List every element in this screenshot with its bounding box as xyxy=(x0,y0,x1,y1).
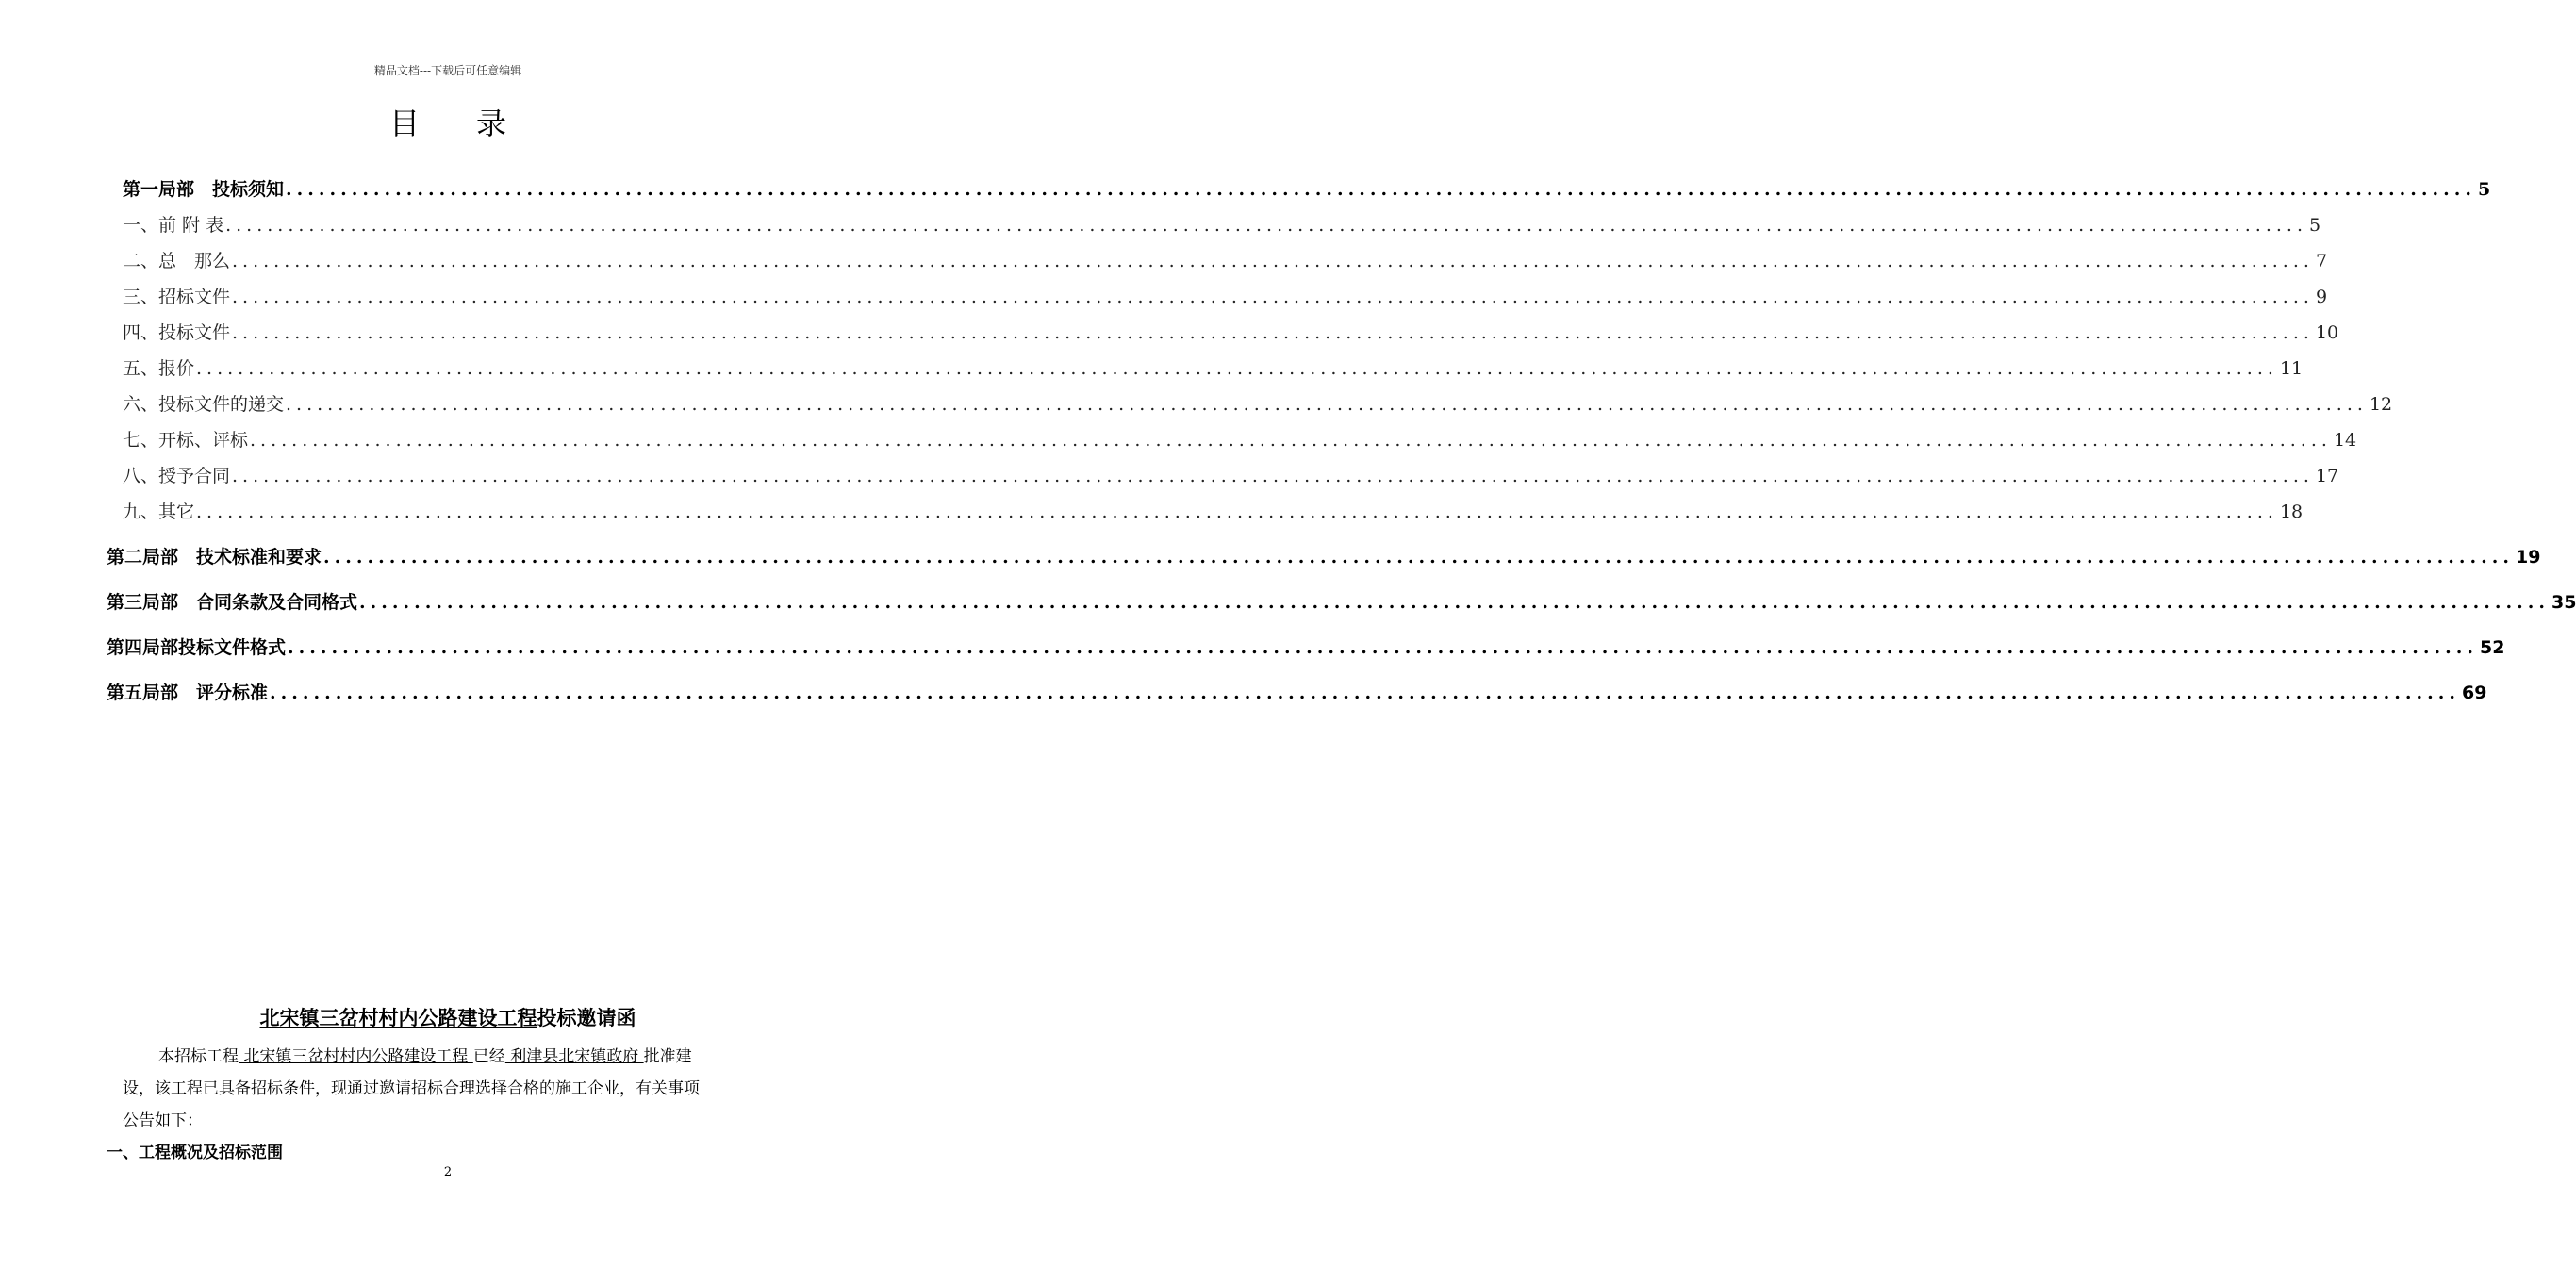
toc-entry-page: 18 xyxy=(2279,502,2304,522)
toc-entry-label: 第五局部 评分标准 xyxy=(107,683,269,703)
toc-entry[interactable] xyxy=(107,588,2576,614)
toc-leader-dots: ........................................................................................................................................................................................................ xyxy=(286,179,2476,200)
invitation-title-project: 北宋镇三岔村村内公路建设工程 xyxy=(259,1006,537,1029)
toc-leader-dots: ........................................................................................................................................................................................................ xyxy=(323,547,2514,568)
invitation-paragraph-line-1 xyxy=(123,1041,783,1073)
toc-entry-page: 10 xyxy=(2315,322,2339,343)
invitation-title-suffix: 投标邀请函 xyxy=(537,1006,636,1029)
toc-leader-dots: ........................................................................................................................................................................................................ xyxy=(250,430,2332,451)
toc-entry-label: 六、投标文件的递交 xyxy=(123,394,285,415)
toc-entry-page: 14 xyxy=(2333,430,2357,451)
toc-entry-label: 八、授予合同 xyxy=(123,466,231,486)
invitation-title xyxy=(0,1003,896,1031)
toc-entry[interactable] xyxy=(123,354,2304,380)
toc-entry-label: 第一局部 投标须知 xyxy=(123,179,285,200)
toc-entry[interactable] xyxy=(123,462,2339,487)
toc-entry-page: 5 xyxy=(2309,215,2321,236)
toc-entry-page: 12 xyxy=(2369,394,2393,415)
toc-entry[interactable] xyxy=(123,211,2321,237)
toc-entry-label: 七、开标、评标 xyxy=(123,430,249,451)
toc-leader-dots: ........................................................................................................................................................................................................ xyxy=(270,683,2460,703)
toc-leader-dots: ........................................................................................................................................................................................................ xyxy=(232,251,2314,272)
toc-leader-dots: ........................................................................................................................................................................................................ xyxy=(196,358,2278,379)
section-heading: 一、工程概况及招标范围 xyxy=(107,1144,283,1162)
toc-entry[interactable] xyxy=(107,634,2505,659)
toc-entry-label: 一、前 附 表 xyxy=(123,215,224,236)
toc-entry-page: 35 xyxy=(2551,592,2576,613)
toc-entry-page: 7 xyxy=(2315,251,2328,272)
toc-leader-dots: ........................................................................................................................................................................................................ xyxy=(232,466,2314,486)
toc-entry[interactable] xyxy=(123,426,2357,452)
toc-entry[interactable] xyxy=(123,319,2339,344)
invitation-paragraph-line-2: 设，该工程已具备招标条件，现通过邀请招标合理选择合格的施工企业，有关事项 xyxy=(123,1079,700,1098)
toc-leader-dots: ........................................................................................................................................................................................................ xyxy=(286,394,2368,415)
toc-entry-page: 5 xyxy=(2477,179,2491,200)
toc-entry-page: 52 xyxy=(2479,637,2505,658)
page-number: 2 xyxy=(443,1165,453,1179)
invitation-paragraph-line-3: 公告如下： xyxy=(123,1111,203,1130)
toc-leader-dots: ........................................................................................................................................................................................................ xyxy=(288,637,2478,658)
toc-leader-dots: ........................................................................................................................................................................................................ xyxy=(232,322,2314,343)
toc-entry-label: 第二局部 技术标准和要求 xyxy=(107,547,322,568)
toc-entry-page: 9 xyxy=(2315,287,2328,307)
toc-leader-dots: ........................................................................................................................................................................................................ xyxy=(359,592,2550,613)
toc-entry[interactable] xyxy=(123,498,2304,523)
para-mid: 已经 xyxy=(472,1047,505,1066)
toc-entry-label: 四、投标文件 xyxy=(123,322,231,343)
toc-entry-label: 第四局部投标文件格式 xyxy=(107,637,287,658)
toc-entry[interactable] xyxy=(123,283,2328,308)
toc-entry-label: 二、总 那么 xyxy=(123,251,231,272)
toc-entry[interactable] xyxy=(107,679,2487,704)
toc-entry[interactable] xyxy=(107,543,2541,568)
toc-entry-label: 九、其它 xyxy=(123,502,195,522)
approver-name: 利津县北宋镇政府 xyxy=(504,1047,644,1066)
toc-leader-dots: ........................................................................................................................................................................................................ xyxy=(232,287,2314,307)
toc-title: 目录 xyxy=(388,106,563,141)
toc-leader-dots: ........................................................................................................................................................................................................ xyxy=(225,215,2308,236)
toc-entry-page: 17 xyxy=(2315,466,2339,486)
para-line1-end: 批准建 xyxy=(643,1047,692,1066)
toc-entry-page: 19 xyxy=(2515,547,2541,568)
toc-entry-label: 三、招标文件 xyxy=(123,287,231,307)
toc-entry-page: 69 xyxy=(2461,683,2487,703)
header-note: 精品文档---下载后可任意编辑 xyxy=(373,64,522,77)
toc-entry-label: 第三局部 合同条款及合同格式 xyxy=(107,592,358,613)
toc-entry-label: 五、报价 xyxy=(123,358,195,379)
para-prefix: 本招标工程 xyxy=(158,1047,239,1066)
toc-entry[interactable] xyxy=(123,175,2491,201)
project-name: 北宋镇三岔村村内公路建设工程 xyxy=(239,1047,473,1066)
toc-entry[interactable] xyxy=(123,390,2393,416)
toc-entry[interactable] xyxy=(123,247,2328,272)
toc-leader-dots: ........................................................................................................................................................................................................ xyxy=(196,502,2278,522)
toc-entry-page: 11 xyxy=(2279,358,2304,379)
